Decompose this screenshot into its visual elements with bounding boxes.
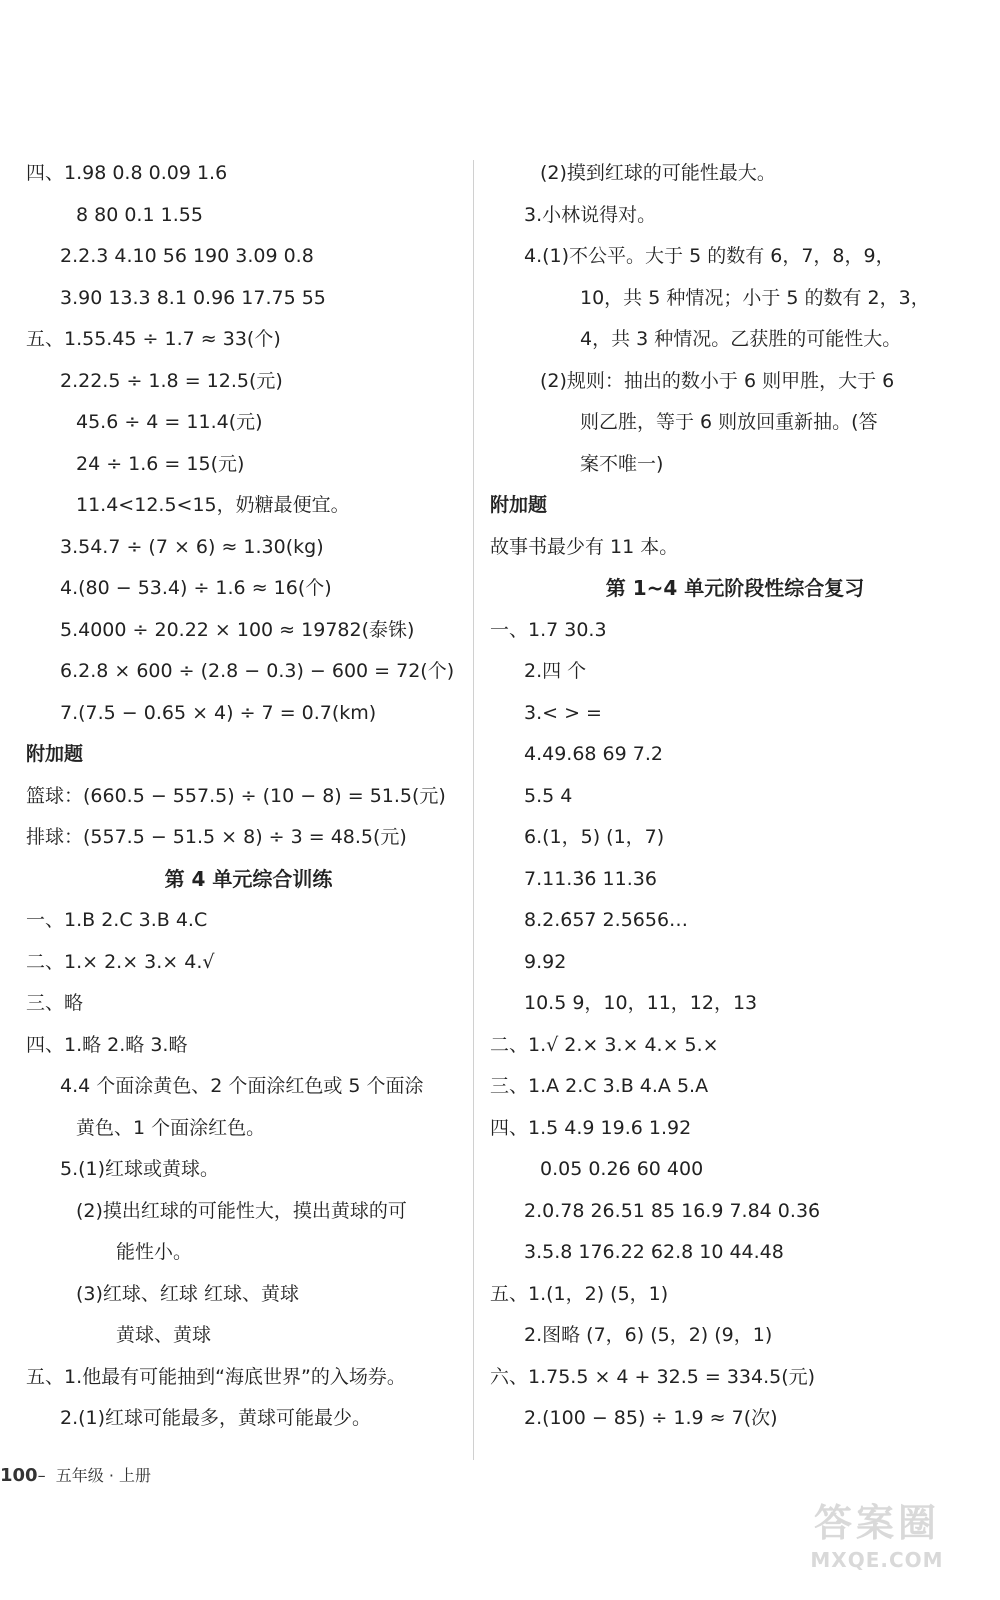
answer-line: 8 80 0.1 1.55 [76, 203, 203, 226]
answer-line: 五、1.(1，2) (5，1) [490, 1282, 669, 1305]
answer-line: 7.11.3̇6̇ 11.36 [524, 867, 657, 890]
answer-line: 8.2.6̇57̇ 2.5656… [524, 909, 689, 931]
answer-line: 则乙胜，等于 6 则放回重新抽。(答 [580, 411, 878, 433]
answer-line: 篮球：(660.5 − 557.5) ÷ (10 − 8) = 51.5(元) [26, 784, 446, 807]
answer-line: 黄球、黄球 [116, 1324, 212, 1346]
answer-line: 排球：(557.5 − 51.5 × 8) ÷ 3 = 48.5(元) [26, 826, 407, 848]
answer-line: 2.2.3 4.10 56 190 3.09 0.8 [60, 245, 314, 267]
answer-line: 三、1.A 2.C 3.B 4.A 5.A [490, 1075, 709, 1097]
answer-line: 4.(1)不公平。大于 5 的数有 6，7，8，9， [524, 245, 895, 267]
answer-line: 2.(1)红球可能最多，黄球可能最少。 [60, 1407, 372, 1429]
answer-line: 5.5 4 [524, 784, 573, 807]
answer-line: 二、1.× 2.× 3.× 4.√ [26, 950, 215, 973]
answer-line: 45.6 ÷ 4 = 11.4(元) [76, 411, 263, 433]
answer-line: 黄色、1 个面涂红色。 [76, 1116, 266, 1139]
answer-line: 六、1.75.5 × 4 + 32.5 = 334.5(元) [490, 1365, 816, 1388]
answer-column-right [490, 153, 980, 1440]
answer-line: 附加题 [490, 494, 548, 516]
answer-line: 一、1.B 2.C 3.B 4.C [26, 909, 208, 931]
answer-line: 5.(1)红球或黄球。 [60, 1158, 220, 1180]
answer-line: 四、1.5 4.9 19.6 1.92 [490, 1116, 692, 1139]
answer-column-left [26, 153, 471, 1440]
answer-line: 4.49.68 69 7.2 [524, 743, 663, 765]
answer-line: 10，共 5 种情况；小于 5 的数有 2，3， [580, 286, 930, 309]
footer-dash: – [37, 1466, 46, 1485]
answer-line: 故事书最少有 11 本。 [490, 535, 679, 558]
answer-line: 7.(7.5 − 0.65 × 4) ÷ 7 = 0.7(km) [60, 701, 377, 724]
answer-line: 3.54.7 ÷ (7 × 6) ≈ 1.30(kg) [60, 535, 324, 558]
page-footer [0, 1462, 151, 1490]
answer-line: 4.(80 − 53.4) ÷ 1.6 ≈ 16(个) [60, 577, 332, 599]
answer-line: 3.90 13.3 8.1 0.96 17.75 55 [60, 286, 326, 309]
answer-line: (2)摸出红球的可能性大，摸出黄球的可 [76, 1199, 407, 1222]
answer-line: 能性小。 [116, 1241, 193, 1263]
answer-line: 6.2.8 × 600 ÷ (2.8 − 0.3) − 600 = 72(个) [60, 660, 455, 682]
answer-line: 11.4<12.5<15，奶糖最便宜。 [76, 494, 350, 516]
answer-line: 3.< > = [524, 701, 602, 724]
answer-line: 9.92 [524, 950, 567, 973]
answer-line: 2.(100 − 85) ÷ 1.9 ≈ 7(次) [524, 1407, 778, 1429]
watermark-title: 答案圈 [813, 1501, 940, 1545]
answer-line: 2.四 个 [524, 660, 587, 682]
grade-label: 五年级 · 上册 [55, 1466, 152, 1485]
answer-line: 2.图略 (7，6) (5，2) (9，1) [524, 1324, 773, 1346]
answer-line: 5.4000 ÷ 20.22 × 100 ≈ 19782(泰铢) [60, 618, 415, 641]
section-heading: 第 4 单元综合训练 [164, 866, 333, 891]
answer-line: 3.小林说得对。 [524, 203, 657, 226]
answer-line: 三、略 [26, 992, 84, 1014]
answer-line: 3.5.8 176.22 62.8 10 44.48 [524, 1241, 784, 1263]
answer-line: (2)规则：抽出的数小于 6 则甲胜，大于 6 [540, 369, 895, 392]
answer-line: 五、1.55.45 ÷ 1.7 ≈ 33(个) [26, 328, 281, 350]
answer-line: 四、1.略 2.略 3.略 [26, 1033, 188, 1056]
column-divider [473, 160, 474, 1460]
answer-line: 五、1.他最有可能抽到“海底世界”的入场券。 [26, 1365, 406, 1388]
answer-line: 4，共 3 种情况。乙获胜的可能性大。 [580, 328, 902, 350]
answer-line: 2.22.5 ÷ 1.8 = 12.5(元) [60, 369, 283, 392]
answer-line: 6.(1，5) (1，7) [524, 826, 665, 848]
watermark-url: MXQE.COM [810, 1548, 944, 1572]
page-number: 100 [0, 1465, 38, 1486]
answer-line: 四、1.98 0.8 0.09 1.6 [26, 162, 228, 184]
answer-line: 二、1.√ 2.× 3.× 4.× 5.× [490, 1033, 719, 1056]
answer-line: (3)红球、红球 红球、黄球 [76, 1282, 299, 1305]
answer-line: 案不唯一) [580, 452, 664, 475]
answer-line: (2)摸到红球的可能性最大。 [540, 162, 776, 184]
answer-line: 24 ÷ 1.6 = 15(元) [76, 452, 245, 475]
answer-line: 附加题 [26, 743, 84, 765]
answer-line: 一、1.7 30.3 [490, 618, 607, 641]
section-heading: 第 1~4 单元阶段性综合复习 [605, 576, 865, 600]
answer-line: 2.0.78 26.51 85 16.9 7.84 0.36̇ [524, 1199, 821, 1222]
answer-line: 10.5 9，10，11，12，13 [524, 992, 758, 1014]
answer-line: 4.4 个面涂黄色、2 个面涂红色或 5 个面涂 [60, 1075, 424, 1097]
answer-line: 0.05 0.26 60 400 [540, 1158, 704, 1180]
watermark-logo [782, 1500, 972, 1580]
